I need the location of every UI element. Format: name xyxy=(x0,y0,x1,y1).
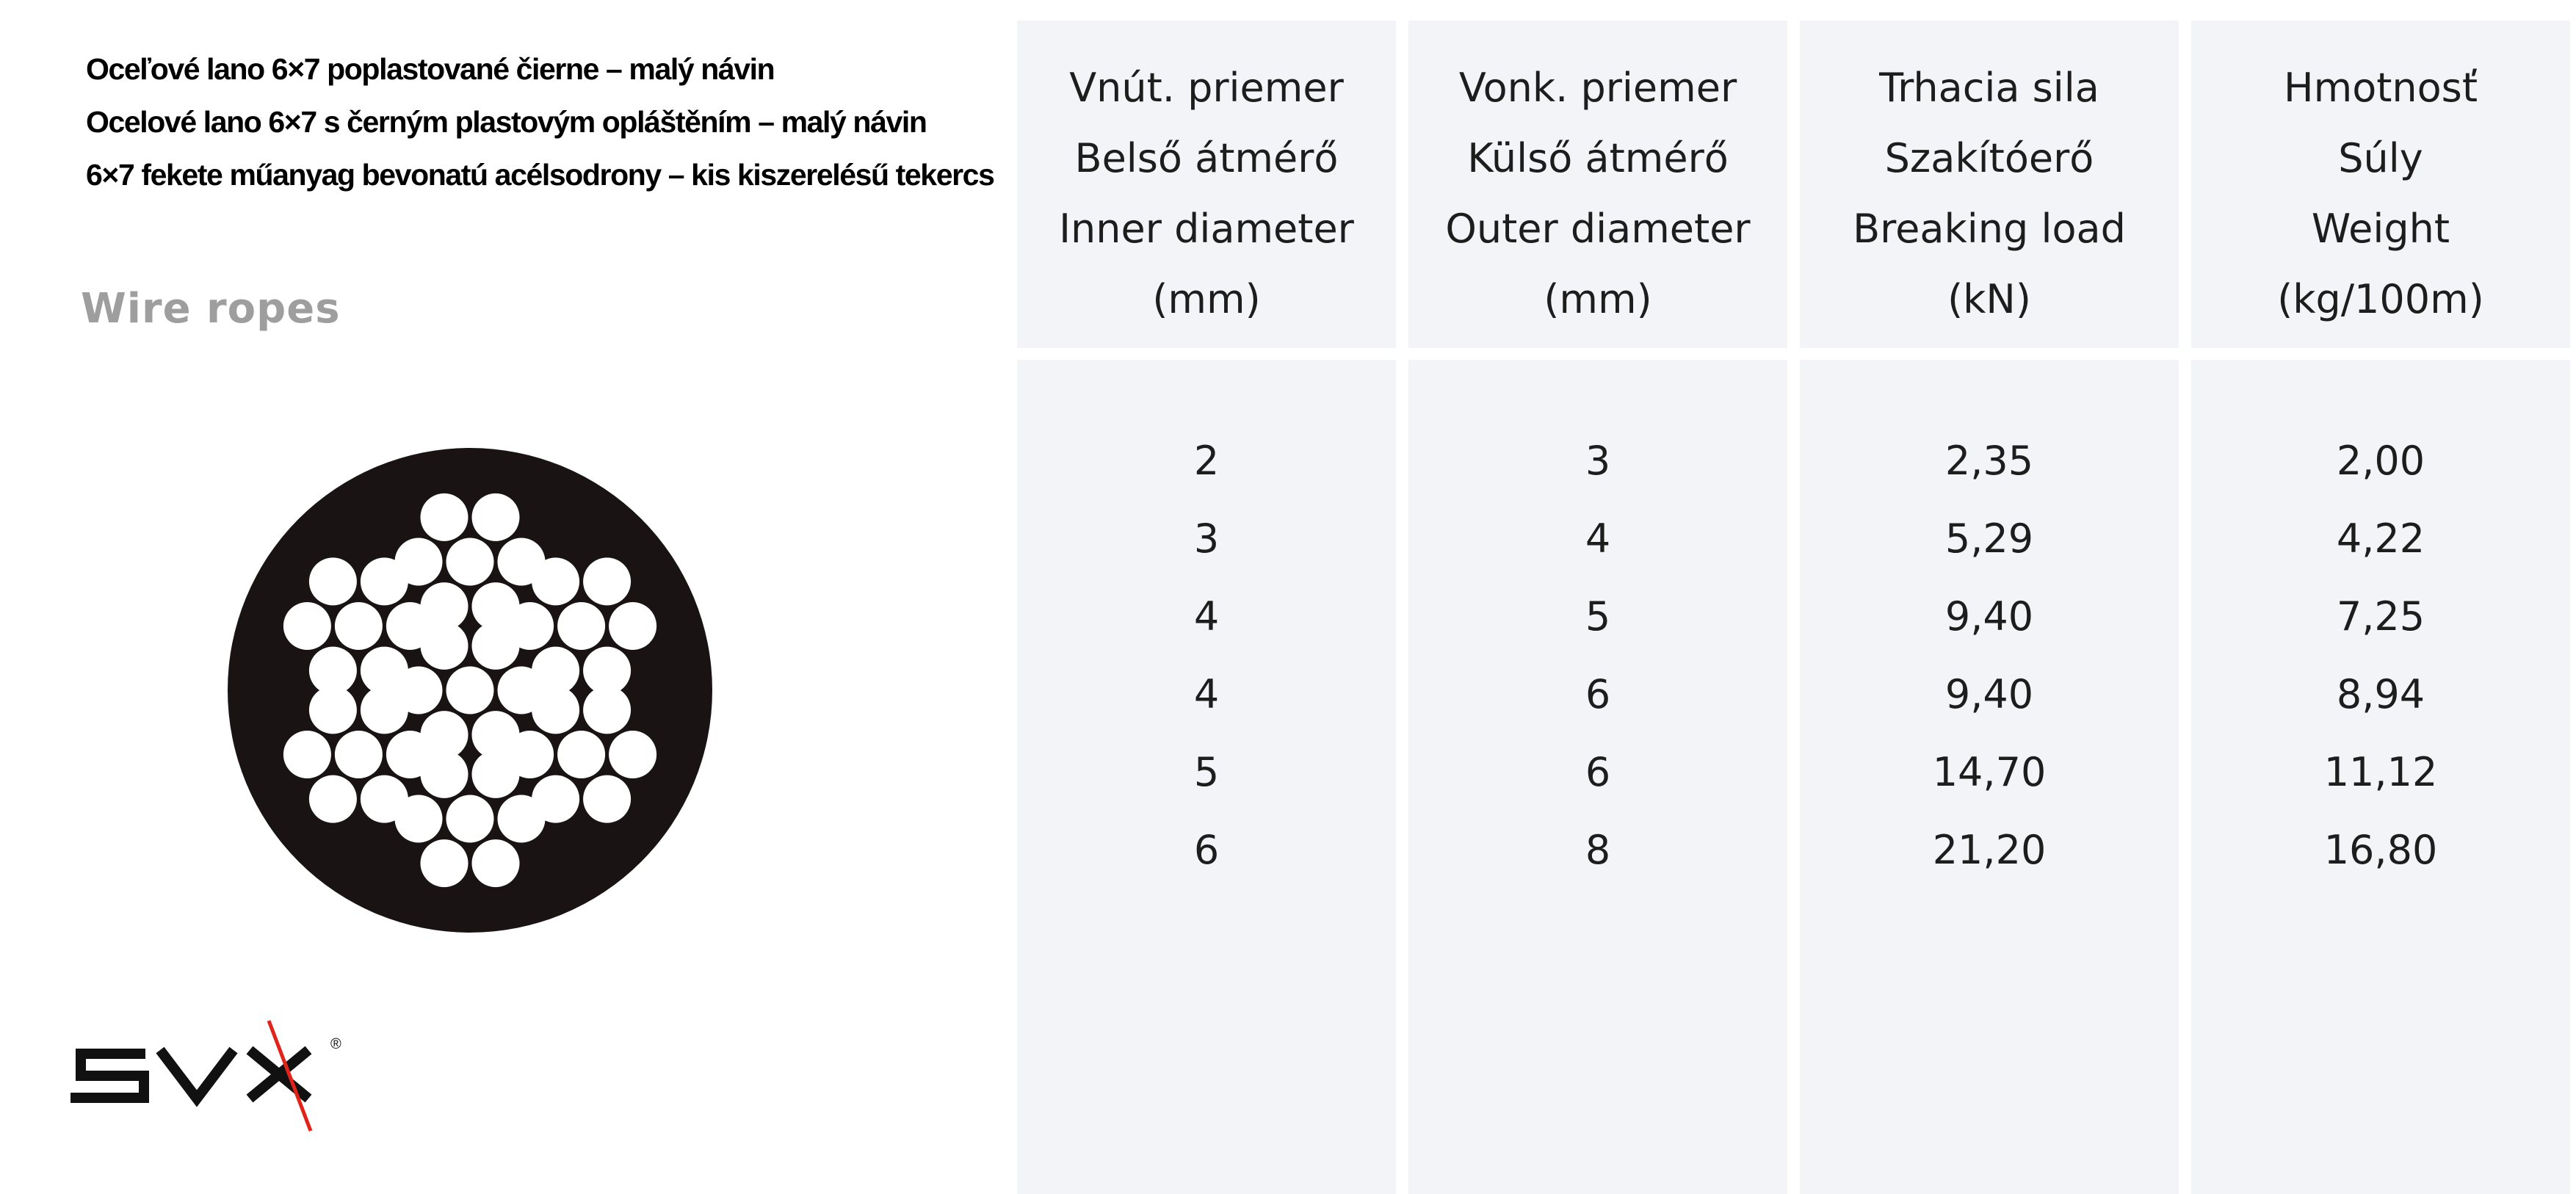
header-line: Outer diameter xyxy=(1445,206,1751,252)
product-titles xyxy=(86,43,994,201)
table-cell: 3 xyxy=(1193,515,1220,562)
header-line: Inner diameter xyxy=(1059,206,1354,252)
wire-strand xyxy=(472,839,520,887)
header-line: Szakítóerő xyxy=(1884,135,2094,181)
header-line: Weight xyxy=(2311,206,2450,252)
wire-strand xyxy=(609,602,656,650)
table-cell: 3 xyxy=(1585,438,1611,484)
wire-strand xyxy=(532,775,579,823)
column-breaking-load xyxy=(1800,21,2179,873)
table-cell: 9,40 xyxy=(1944,593,2034,640)
table-cell: 7,25 xyxy=(2336,593,2425,640)
header-line: Súly xyxy=(2338,135,2423,181)
wire-strand xyxy=(506,602,554,650)
wire-strand xyxy=(609,731,656,778)
table-cell: 8 xyxy=(1585,827,1611,873)
column-header-breaking-load xyxy=(1800,21,2179,348)
table-cell: 2,00 xyxy=(2336,438,2425,484)
wire-strand xyxy=(335,731,383,778)
title-line-cz: Ocelové lano 6×7 s černým plastovým opláštěním – malý návin xyxy=(86,105,927,139)
wire-strand xyxy=(557,602,605,650)
table-cell: 14,70 xyxy=(1932,749,2047,795)
column-body-inner-diameter xyxy=(1017,360,1396,1194)
table-cell: 21,20 xyxy=(1932,827,2047,873)
table-cell: 2 xyxy=(1193,438,1220,484)
wire-strand xyxy=(361,557,408,605)
wire-rope-cross-section-icon xyxy=(224,444,716,936)
wire-strand xyxy=(283,731,331,778)
wire-strand xyxy=(309,686,357,734)
wire-strand xyxy=(446,538,494,586)
wire-strand xyxy=(557,731,605,778)
column-outer-diameter xyxy=(1408,21,1787,873)
table-cell: 5,29 xyxy=(1944,515,2034,562)
wire-strand xyxy=(446,795,494,843)
header-line: (kN) xyxy=(1947,276,2031,322)
table-cell: 5 xyxy=(1193,749,1220,795)
header-line: (mm) xyxy=(1544,276,1652,322)
wire-strand xyxy=(472,493,520,541)
table-cell: 4 xyxy=(1585,515,1611,562)
wire-strand xyxy=(583,775,631,823)
title-line-hu: 6×7 fekete műanyag bevonatú acélsodrony – kis kiszerelésű tekercs xyxy=(86,158,994,192)
column-header-outer-diameter xyxy=(1408,21,1787,348)
column-body-weight xyxy=(2191,360,2570,1194)
wire-strand xyxy=(583,557,631,605)
table-cell: 6 xyxy=(1585,671,1611,717)
table-cell: 16,80 xyxy=(2323,827,2438,873)
header-line: Vnút. priemer xyxy=(1069,65,1344,111)
column-body-breaking-load xyxy=(1800,360,2179,1194)
header-line: Külső átmérő xyxy=(1467,135,1729,181)
category-label: Wire ropes xyxy=(81,285,341,333)
header-line: Breaking load xyxy=(1853,206,2126,252)
wire-strand xyxy=(309,557,357,605)
wire-strand xyxy=(446,667,494,714)
table-cell: 11,12 xyxy=(2323,749,2438,795)
table-cell: 8,94 xyxy=(2336,671,2425,717)
wire-strand xyxy=(421,839,468,887)
header-line: Hmotnosť xyxy=(2284,65,2478,111)
registered-mark: ® xyxy=(330,1036,341,1052)
header-line: (kg/100m) xyxy=(2277,276,2484,322)
wire-strand xyxy=(532,647,579,695)
wire-strand xyxy=(283,602,331,650)
header-line: (mm) xyxy=(1152,276,1261,322)
column-inner-diameter xyxy=(1017,21,1396,873)
wire-strand xyxy=(395,795,443,843)
title-line-sk: Oceľové lano 6×7 poplastované čierne – malý návin xyxy=(86,52,775,86)
wire-strand xyxy=(309,775,357,823)
column-header-inner-diameter xyxy=(1017,21,1396,348)
wire-strand xyxy=(532,557,579,605)
table-cell: 4 xyxy=(1193,671,1220,717)
table-cell: 6 xyxy=(1193,827,1220,873)
table-cell: 5 xyxy=(1585,593,1611,640)
wire-strand xyxy=(583,647,631,695)
wire-strand xyxy=(421,493,468,541)
wire-strand xyxy=(361,686,408,734)
header-line: Vonk. priemer xyxy=(1458,65,1737,111)
wire-strand xyxy=(386,602,434,650)
wire-strand xyxy=(506,731,554,778)
table-cell: 4 xyxy=(1193,593,1220,640)
svx-logo xyxy=(65,1012,358,1137)
svg-text:SVX: SVX xyxy=(65,1012,67,1013)
table-cell: 9,40 xyxy=(1944,671,2034,717)
column-body-outer-diameter xyxy=(1408,360,1787,1194)
wire-strand xyxy=(421,750,468,798)
header-line: Trhacia sila xyxy=(1879,65,2099,111)
table-cell: 6 xyxy=(1585,749,1611,795)
column-weight xyxy=(2191,21,2570,873)
column-header-weight xyxy=(2191,21,2570,348)
table-cell: 4,22 xyxy=(2336,515,2425,562)
table-cell: 2,35 xyxy=(1944,438,2034,484)
wire-strand xyxy=(335,602,383,650)
header-line: Belső átmérő xyxy=(1074,135,1339,181)
